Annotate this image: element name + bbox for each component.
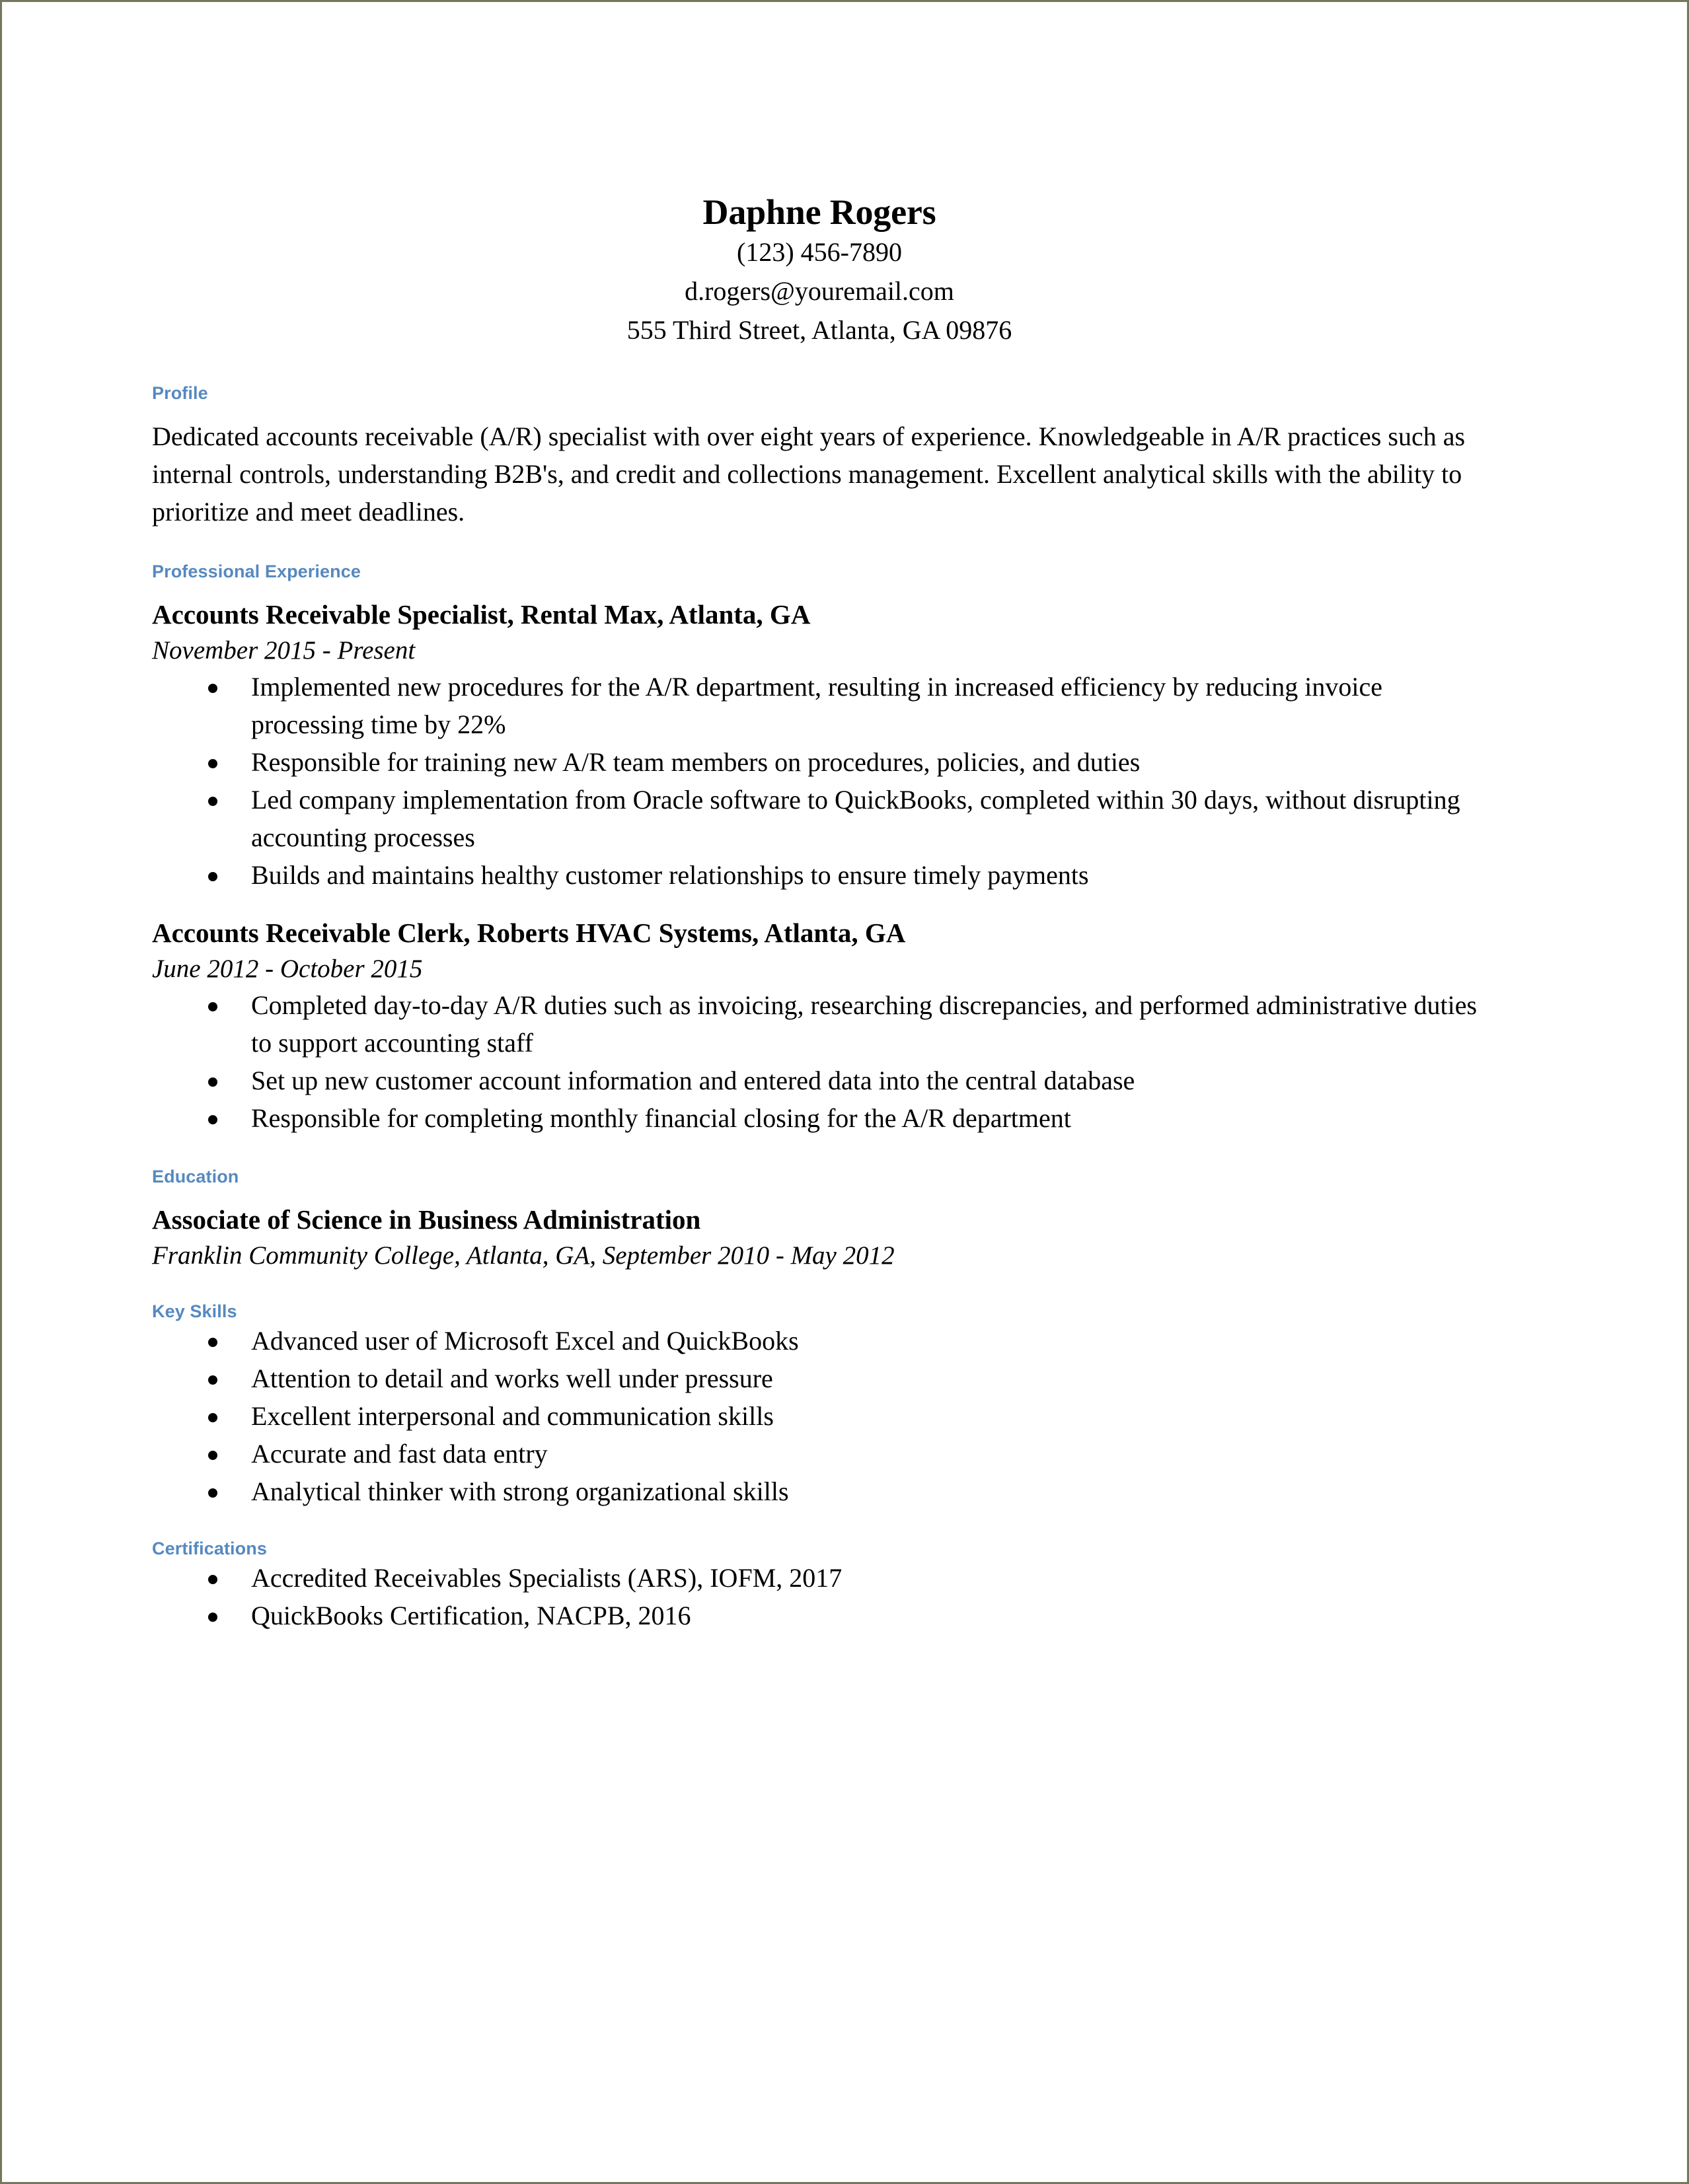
resume-header xyxy=(152,3,1487,349)
section-heading-profile: Profile xyxy=(152,383,208,403)
section-heading-key-skills: Key Skills xyxy=(152,1301,237,1321)
job-title-1: Accounts Receivable Specialist, Rental Max, Atlanta, GA xyxy=(152,599,811,630)
education-degree: Associate of Science in Business Administration xyxy=(152,1204,701,1235)
experience-entry-2 xyxy=(152,915,1487,986)
list-item: Responsible for training new A/R team members on procedures, policies, and duties xyxy=(152,743,1487,781)
job-dates-2: June 2012 - October 2015 xyxy=(152,955,423,983)
list-item: Analytical thinker with strong organizational skills xyxy=(152,1473,1487,1510)
list-item: Implemented new procedures for the A/R department, resulting in increased efficiency by reducing invoice processing time by 22% xyxy=(152,668,1487,743)
job-bullet-list-2 xyxy=(152,986,1487,1137)
key-skills-list xyxy=(152,1322,1487,1510)
job-dates-1: November 2015 - Present xyxy=(152,636,416,665)
section-heading-professional-experience: Professional Experience xyxy=(152,562,361,581)
list-item: Responsible for completing monthly financial closing for the A/R department xyxy=(152,1099,1487,1137)
profile-summary-text: Dedicated accounts receivable (A/R) specialist with over eight years of experience. Knowledgeable in A/R practices such as internal controls, understanding B2B's, and credit and collections management. Excellent analytical skills with the ability to prioritize and meet deadlines. xyxy=(152,421,1466,527)
list-item: Set up new customer account information and entered data into the central database xyxy=(152,1062,1487,1099)
list-item: Completed day-to-day A/R duties such as invoicing, researching discrepancies, and performed administrative duties to support accounting staff xyxy=(152,986,1487,1062)
experience-entry-1 xyxy=(152,597,1487,668)
list-item: Accredited Receivables Specialists (ARS), IOFM, 2017 xyxy=(152,1559,1487,1597)
list-item: QuickBooks Certification, NACPB, 2016 xyxy=(152,1597,1487,1634)
candidate-email: d.rogers@youremail.com xyxy=(685,276,954,306)
section-heading-education: Education xyxy=(152,1167,239,1186)
list-item: Attention to detail and works well under pressure xyxy=(152,1360,1487,1397)
education-entry xyxy=(152,1202,1487,1273)
resume-content xyxy=(152,3,1487,1634)
candidate-address: 555 Third Street, Atlanta, GA 09876 xyxy=(626,315,1012,345)
candidate-name: Daphne Rogers xyxy=(702,192,936,232)
list-item: Accurate and fast data entry xyxy=(152,1435,1487,1473)
list-item: Builds and maintains healthy customer relationships to ensure timely payments xyxy=(152,856,1487,894)
list-item: Excellent interpersonal and communication skills xyxy=(152,1397,1487,1435)
list-item: Advanced user of Microsoft Excel and QuickBooks xyxy=(152,1322,1487,1360)
job-bullet-list-1 xyxy=(152,668,1487,894)
section-heading-certifications: Certifications xyxy=(152,1539,267,1558)
job-title-2: Accounts Receivable Clerk, Roberts HVAC Systems, Atlanta, GA xyxy=(152,918,906,948)
list-item: Led company implementation from Oracle software to QuickBooks, completed within 30 days, without disrupting accounting processes xyxy=(152,781,1487,856)
candidate-phone: (123) 456-7890 xyxy=(737,237,902,267)
education-school: Franklin Community College, Atlanta, GA, September 2010 - May 2012 xyxy=(152,1241,895,1270)
certifications-list xyxy=(152,1559,1487,1634)
page-inner-border xyxy=(2,2,1687,2182)
